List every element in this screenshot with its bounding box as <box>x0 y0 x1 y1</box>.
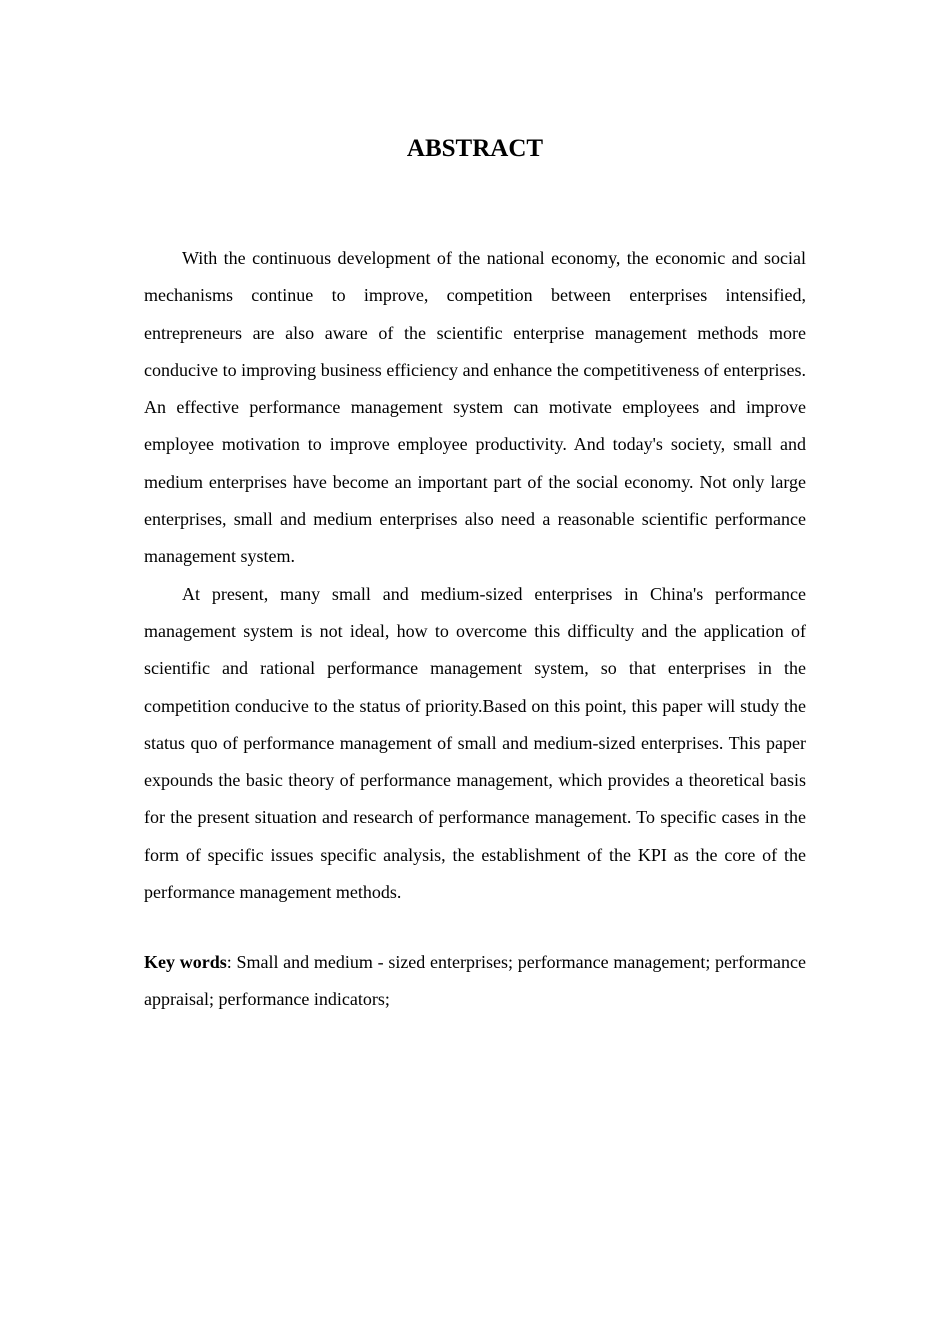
abstract-paragraph-1: With the continuous development of the national economy, the economic and social mechanisms continue to improve, competition between enterprises intensified, entrepreneurs are also aware of the scientific enterprise management methods more conducive to improving business efficiency and enhance the competitiveness of enterprises. An effective performance management system can motivate employees and improve employee motivation to improve employee productivity. And today's society, small and medium enterprises have become an important part of the social economy. Not only large enterprises, small and medium enterprises also need a reasonable scientific performance management system. <box>144 248 806 567</box>
keywords-label: Key words <box>144 952 227 972</box>
keywords-line <box>144 944 806 1019</box>
keywords-separator: : <box>226 952 237 972</box>
keywords-text: Small and medium - sized enterprises; performance management; performance appraisal; performance indicators; <box>144 952 806 1010</box>
abstract-title: ABSTRACT <box>406 135 544 162</box>
abstract-body <box>144 240 806 911</box>
abstract-paragraph-2: At present, many small and medium-sized enterprises in China's performance management system is not ideal, how to overcome this difficulty and the application of scientific and rational performance management system, so that enterprises in the competition conducive to the status of priority.Based on this point, this paper will study the status quo of performance management of small and medium-sized enterprises. This paper expounds the basic theory of performance management, which provides a theoretical basis for the present situation and research of performance management. To specific cases in the form of specific issues specific analysis, the establishment of the KPI as the core of the performance management methods. <box>144 583 806 903</box>
